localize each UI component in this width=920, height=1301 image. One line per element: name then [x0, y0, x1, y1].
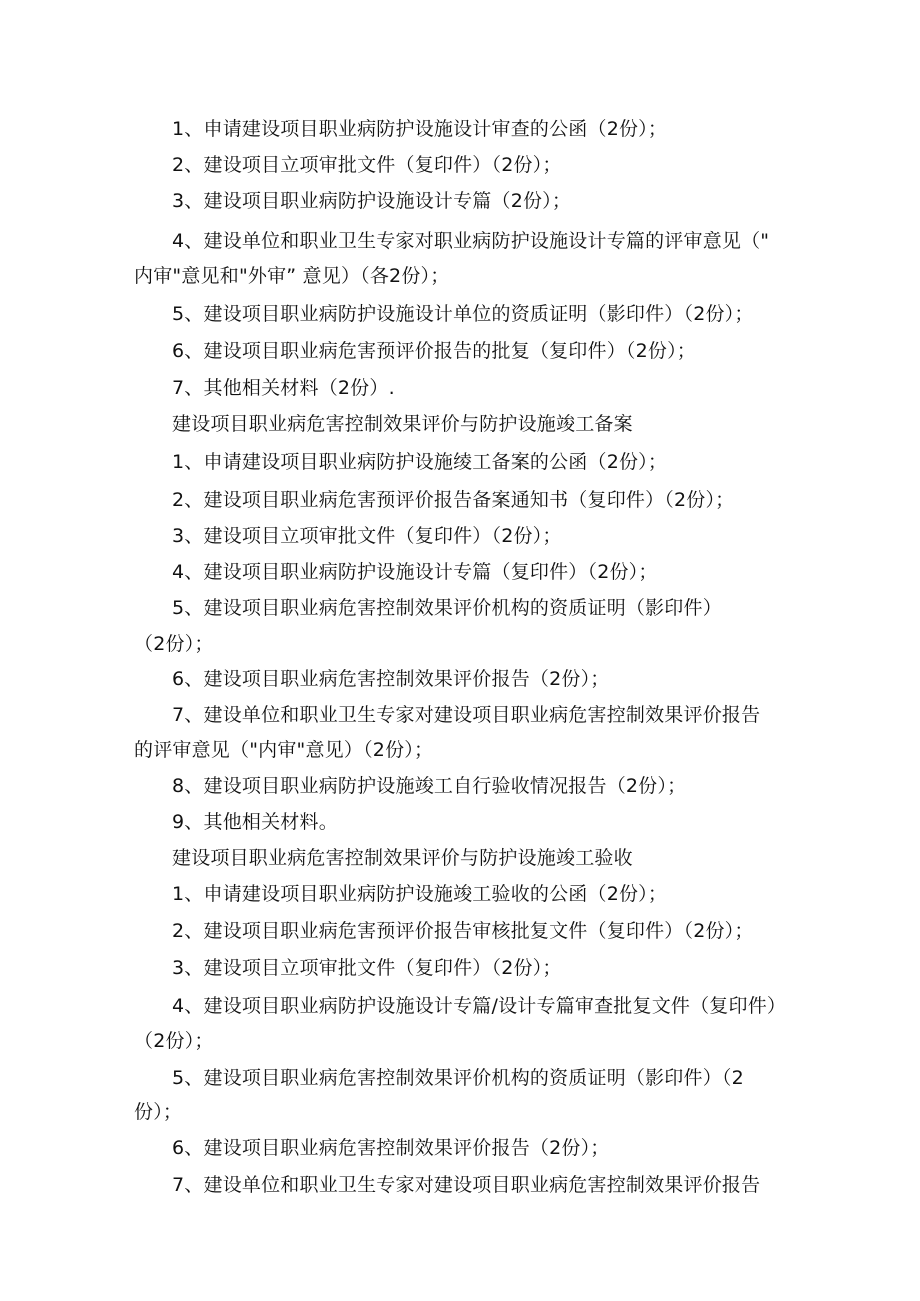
- text-line: 5、建设项目职业病危害控制效果评价机构的资质证明（影印件）（2: [172, 1067, 744, 1089]
- text-line: 6、建设项目职业病危害控制效果评价报告（2份）；: [172, 1137, 610, 1159]
- text-line: 3、建设项目职业病防护设施设计专篇（2份）；: [172, 190, 572, 212]
- text-line: 内审"意见和"外审” 意见）（各2份）；: [134, 265, 450, 287]
- text-line: 8、建设项目职业病防护设施竣工自行验收情况报告（2份）；: [172, 775, 687, 797]
- text-line: 7、建设单位和职业卫生专家对建设项目职业病危害控制效果评价报告: [172, 704, 761, 726]
- text-line: 7、建设单位和职业卫生专家对建设项目职业病危害控制效果评价报告: [172, 1174, 761, 1196]
- text-line: （2份）；: [134, 1030, 214, 1052]
- text-line: （2份）；: [134, 633, 214, 655]
- text-line: 4、建设项目职业病防护设施设计专篇/设计专篇审查批复文件（复印件）: [172, 995, 787, 1017]
- text-line: 2、建设项目立项审批文件（复印件）（2份）；: [172, 154, 562, 176]
- text-line: 3、建设项目立项审批文件（复印件）（2份）；: [172, 525, 562, 547]
- text-line: 5、建设项目职业病防护设施设计单位的资质证明（影印件）（2份）；: [172, 303, 754, 325]
- text-line: 2、建设项目职业病危害预评价报告备案通知书（复印件）（2份）；: [172, 489, 735, 511]
- text-line: 1、申请建设项目职业病防护设施绫工备案的公函（2份）；: [172, 451, 668, 473]
- text-line: 5、建设项目职业病危害控制效果评价机构的资质证明（影印件）: [172, 597, 722, 619]
- text-line: 6、建设项目职业病危害预评价报告的批复（复印件）（2份）；: [172, 340, 696, 362]
- text-line: 4、建设项目职业病防护设施设计专篇（复印件）（2份）；: [172, 561, 658, 583]
- text-line: 3、建设项目立项审批文件（复印件）（2份）；: [172, 957, 562, 979]
- text-line: 2、建设项目职业病危害预评价报告审核批复文件（复印件）（2份）；: [172, 920, 754, 942]
- text-line: 份）；: [134, 1101, 183, 1123]
- section-heading: 建设项目职业病危害控制效果评价与防护设施竣工验收: [172, 847, 633, 869]
- section-heading: 建设项目职业病危害控制效果评价与防护设施竣工备案: [172, 413, 633, 435]
- text-line: 1、申请建设项目职业病防护设施设计审查的公函（2份）；: [172, 118, 668, 140]
- text-line: 6、建设项目职业病危害控制效果评价报告（2份）；: [172, 668, 610, 690]
- text-line: 1、申请建设项目职业病防护设施竣工验收的公函（2份）；: [172, 883, 668, 905]
- text-line: 的评审意见（"内审"意见）（2份）；: [134, 739, 434, 761]
- text-line: 7、其他相关材料（2份）.: [172, 377, 395, 399]
- text-line: 9、其他相关材料。: [172, 811, 338, 833]
- text-line: 4、建设单位和职业卫生专家对职业病防护设施设计专篇的评审意见（": [172, 230, 770, 252]
